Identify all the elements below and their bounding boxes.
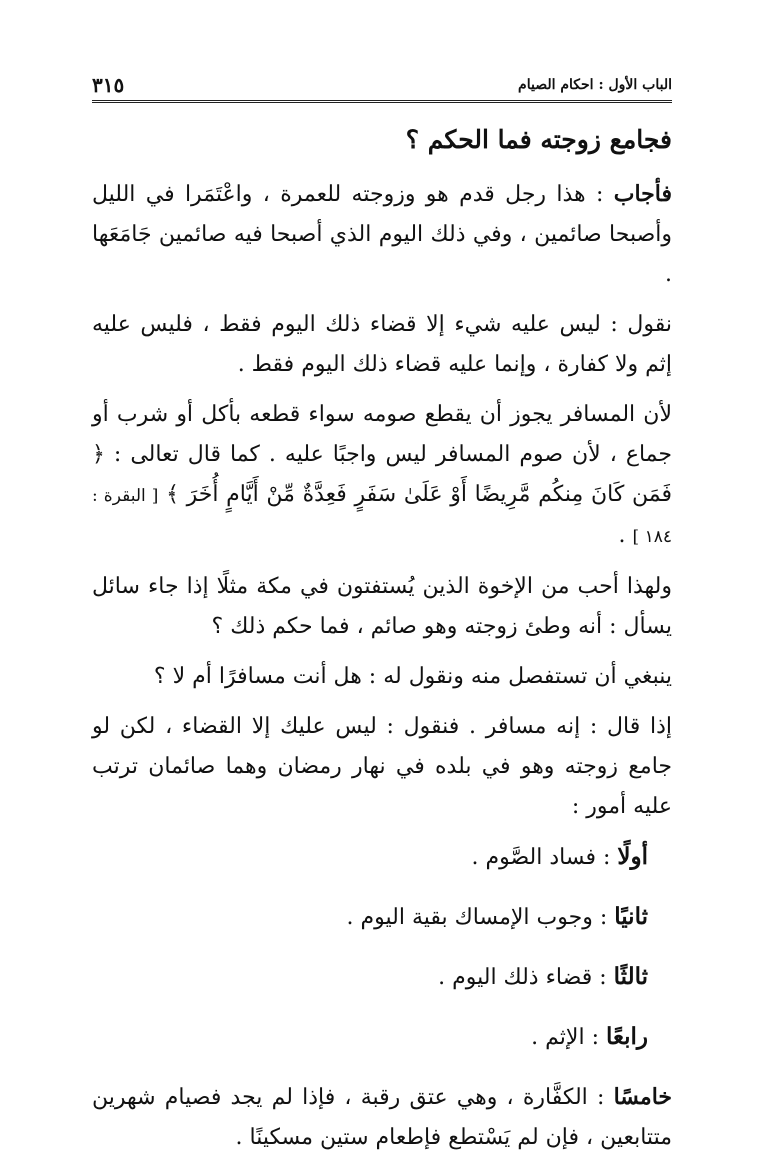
consequences-list [92, 837, 672, 1058]
list-item [92, 897, 672, 938]
list-item [92, 837, 672, 878]
list-item-text: : قضاء ذلك اليوم . [438, 965, 614, 990]
list-item-label: رابعًا [605, 1023, 648, 1050]
list-item [92, 1017, 672, 1058]
list-item-text: : فساد الصَّوم . [471, 845, 618, 870]
fifth-paragraph [92, 1077, 672, 1158]
if-paragraph: إذا قال : إنه مسافر . فنقول : ليس عليك إلا القضاء ، لكن لو جامع زوجته وهو في بلده في نهار رمضان وهما صائمان ترتب عليه أمور : [92, 714, 672, 819]
list-item-text: : وجوب الإمساك بقية اليوم . [346, 905, 615, 930]
inquire-paragraph: ينبغي أن تستفصل منه ونقول له : هل أنت مسافرًا أم لا ؟ [153, 664, 672, 689]
brothers-paragraph: ولهذا أحب من الإخوة الذين يُستفتون في مكة مثلًا إذا جاء سائل يسأل : أنه وطئ زوجته وهو صائم ، فما حكم ذلك ؟ [92, 574, 672, 639]
traveler-end: . [618, 523, 633, 548]
fifth-label: خامسًا [613, 1084, 672, 1110]
page-content [92, 118, 672, 1168]
quran-reference: [ البقرة : ١٨٤ ] [92, 486, 672, 547]
running-title: الباب الأول : احكام الصيام [518, 77, 672, 93]
answer-text: : هذا رجل قدم هو وزوجته للعمرة ، واعْتَمَرا في الليل وأصبحا صائمين ، وفي ذلك اليوم الذي أصبحا فيه صائمين جَامَعَها . [92, 182, 672, 287]
list-item-label: ثالثًا [613, 963, 648, 990]
answer-label: فأجاب [613, 181, 672, 207]
fifth-text: : الكفَّارة ، وهي عتق رقبة ، فإذا لم يجد فصيام شهرين متتابعين ، فإن لم يَسْتطع فإطعام ستين مسكينًا . [92, 1085, 672, 1150]
list-item [92, 957, 672, 998]
list-item-text: : الإثم . [531, 1025, 606, 1050]
ruling-paragraph: نقول : ليس عليه شيء إلا قضاء ذلك اليوم فقط ، فليس عليه إثم ولا كفارة ، وإنما عليه قضاء ذلك اليوم فقط . [92, 312, 672, 377]
page-header [92, 70, 672, 100]
header-rule [92, 100, 672, 103]
list-item-label: أولًا [617, 843, 648, 870]
traveler-paragraph [92, 395, 672, 557]
page-number: ٣١٥ [92, 73, 125, 97]
list-item-label: ثانيًا [614, 903, 648, 930]
answer-paragraph [92, 174, 672, 295]
traveler-text: لأن المسافر يجوز أن يقطع صومه سواء قطعه بأكل أو شرب أو جماع ، لأن صوم المسافر ليس واجبًا عليه . كما قال تعالى : ﴿ فَمَن كَانَ مِنكُم مَّرِيضًا أَوْ عَلَىٰ سَفَرٍ فَعِدَّةٌ مِّنْ أَيَّامٍ أُخَرَ ﴾ [92, 402, 672, 507]
question-heading: فجامع زوجته فما الحكم ؟ [405, 125, 672, 154]
